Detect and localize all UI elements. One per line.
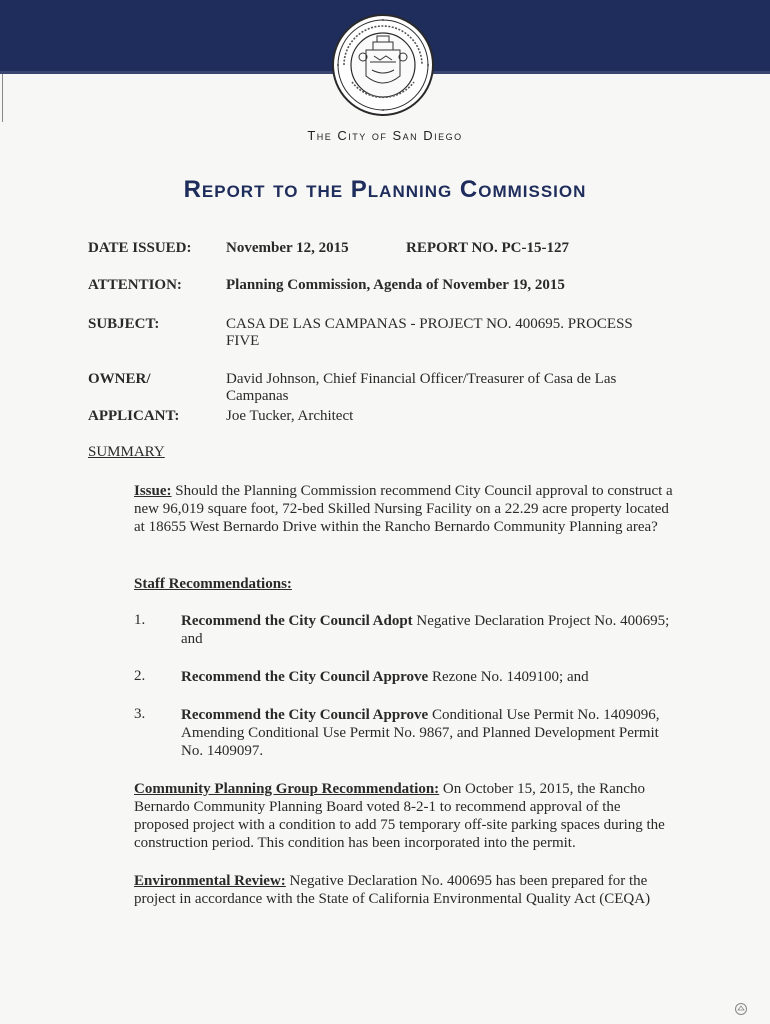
staff-recommendations-heading [134, 575, 679, 593]
applicant-value: Joe Tucker, Architect [226, 408, 354, 424]
recommendation-action: Recommend the City Council Approve [181, 669, 429, 685]
applicant-label: APPLICANT: [88, 408, 180, 424]
recommendation-item [181, 612, 676, 648]
recommendation-detail: Negative Declaration Project No. 400695; and [181, 613, 670, 647]
recommendation-item [181, 668, 676, 686]
page-edge-line [2, 74, 3, 122]
recommendation-number: 2. [134, 668, 146, 684]
recommendation-number: 1. [134, 612, 146, 628]
environmental-review-label: Environmental Review: [134, 873, 286, 889]
recommendation-action: Recommend the City Council Adopt [181, 613, 413, 629]
recommendation-action: Recommend the City Council Approve [181, 707, 429, 723]
attention-value: Planning Commission, Agenda of November 19, 2015 [226, 277, 565, 293]
recommendation-detail: Conditional Use Permit No. 1409096, Amending Conditional Use Permit No. 9867, and Planned Development Permit No. 1409097. [181, 707, 660, 759]
date-issued-value: November 12, 2015 [226, 240, 349, 256]
city-name-heading: The City of San Diego [307, 128, 463, 143]
date-issued-label: DATE ISSUED: [88, 240, 192, 256]
recommendation-detail: Rezone No. 1409100; and [428, 669, 589, 685]
owner-label: OWNER/ [88, 371, 151, 387]
community-planning-label: Community Planning Group Recommendation: [134, 781, 440, 797]
recycle-icon [734, 1002, 748, 1016]
recommendation-item [181, 706, 676, 760]
community-planning-paragraph [134, 780, 679, 852]
issue-label: Issue: [134, 483, 172, 499]
community-planning-text: On October 15, 2015, the Rancho Bernardo Community Planning Board voted 8-2-1 to recommend approval of the proposed project with a condition to add 75 temporary off-site parking spaces during the construction period. This condition has been incorporated into the permit. [134, 781, 665, 851]
staff-recommendations-label: Staff Recommendations: [134, 576, 292, 592]
summary-heading: SUMMARY [88, 444, 165, 460]
issue-paragraph [134, 482, 679, 536]
subject-label: SUBJECT: [88, 316, 160, 332]
city-seal-logo [330, 12, 436, 118]
report-number: REPORT NO. PC-15-127 [406, 240, 569, 256]
report-title: Report to the Planning Commission [183, 176, 587, 203]
subject-value: CASA DE LAS CAMPANAS - PROJECT NO. 400695. PROCESS FIVE [226, 316, 633, 349]
issue-text: Should the Planning Commission recommend City Council approval to construct a new 96,019 square foot, 72-bed Skilled Nursing Facility on a 22.29 acre property located at 18655 West Bernardo Drive within the Rancho Bernardo Community Planning area? [134, 483, 673, 535]
attention-label: ATTENTION: [88, 277, 182, 293]
recommendation-number: 3. [134, 706, 146, 722]
owner-value: David Johnson, Chief Financial Officer/Treasurer of Casa de Las Campanas [226, 371, 617, 404]
environmental-review-paragraph [134, 872, 679, 908]
environmental-review-text: Negative Declaration No. 400695 has been prepared for the project in accordance with the State of California Environmental Quality Act (CEQA) [134, 873, 651, 907]
